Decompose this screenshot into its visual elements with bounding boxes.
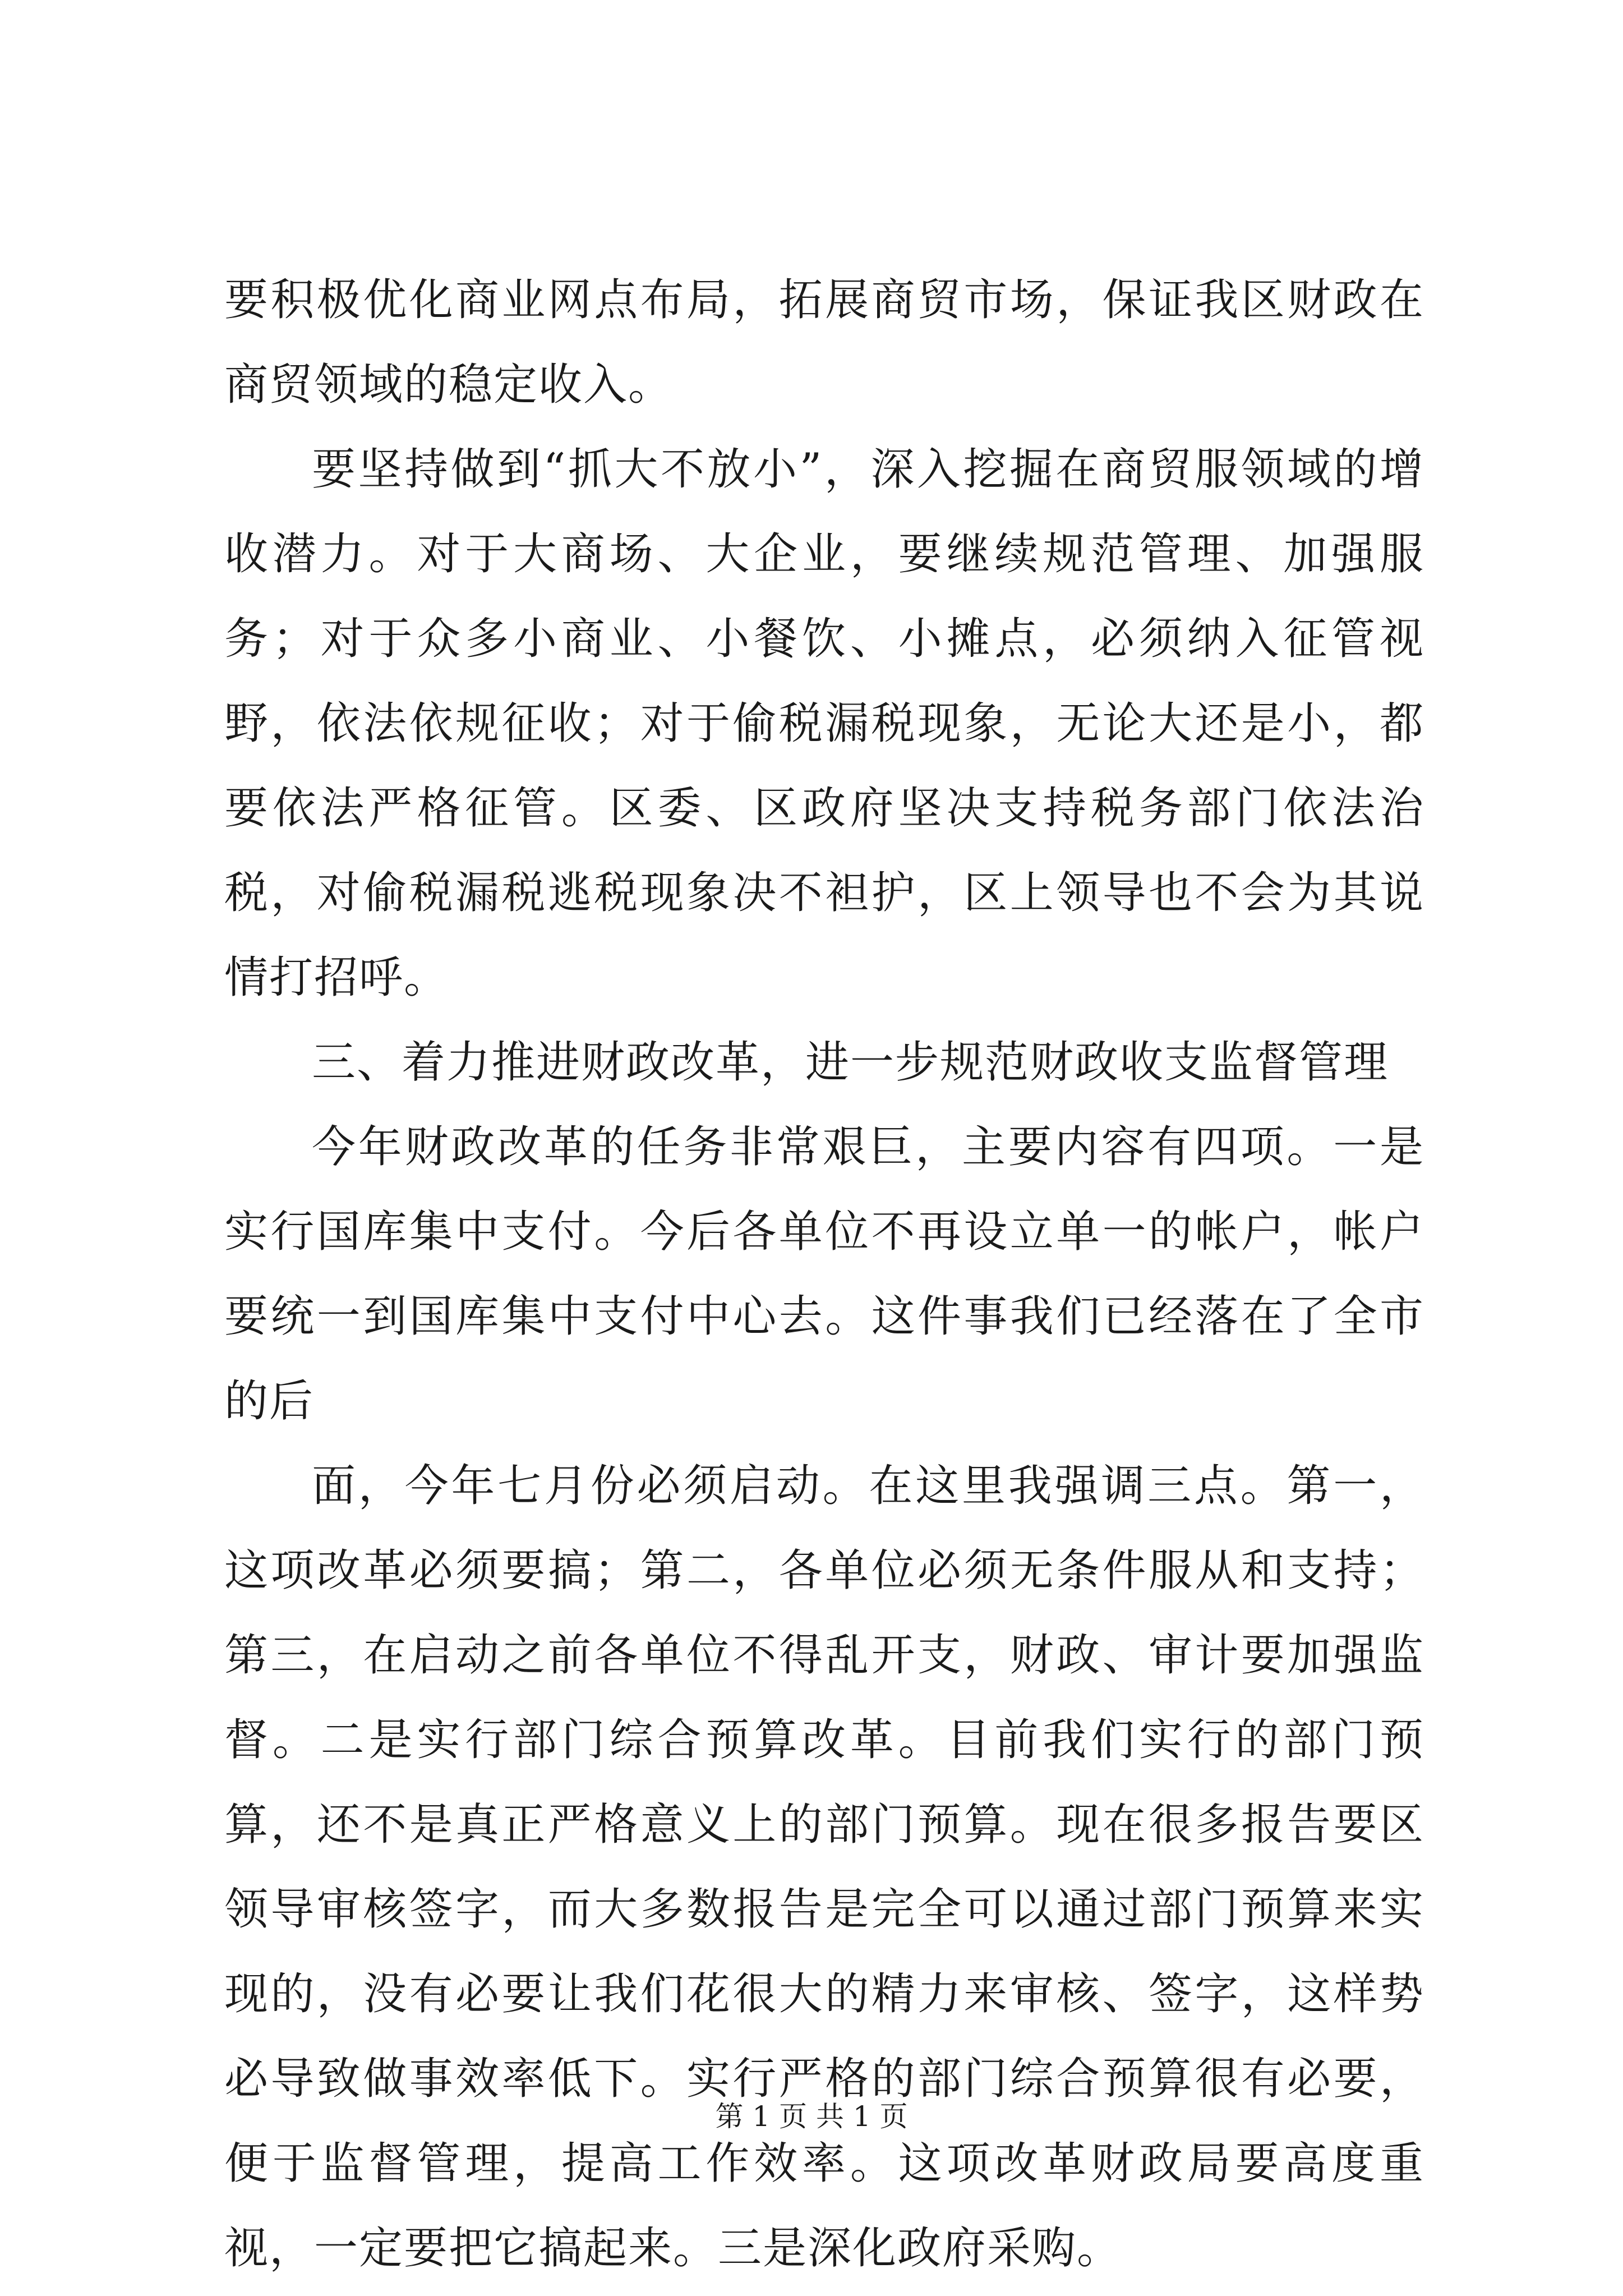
paragraph-1: 要积极优化商业网点布局，拓展商贸市场，保证我区财政在商贸领域的稳定收入。 <box>224 275 1424 410</box>
document-body <box>224 258 1424 2291</box>
paragraph-2: 要坚持做到“抓大不放小”，深入挖掘在商贸服领域的增收潜力。对于大商场、大企业，要继续规范管理、加强服务；对于众多小商业、小餐饮、小摊点，必须纳入征管视野，依法依规征收；对于偷税漏税现象，无论大还是小，都要依法严格征管。区委、区政府坚决支持税务部门依法治税，对偷税漏税逃税现象决不袒护，区上领导也不会为其说情打招呼。 <box>224 444 1424 1003</box>
paragraph-4: 面，今年七月份必须启动。在这里我强调三点。第一，这项改革必须要搞；第二，各单位必须无条件服从和支持；第三，在启动之前各单位不得乱开支，财政、审计要加强监督。二是实行部门综合预算改革。目前我们实行的部门预算，还不是真正严格意义上的部门预算。现在很多报告要区领导审核签字，而大多数报告是完全可以通过部门预算来实现的，没有必要让我们花很大的精力来审核、签字，这样势必导致做事效率低下。实行严格的部门综合预算很有必要，便于监督管理，提高工作效率。这项改革财政局要高度重视，一定要把它搞起来。三是深化政府采购。 <box>224 1461 1424 2274</box>
section-heading: 三、着力推进财政改革，进一步规范财政收支监督管理 <box>312 1037 1389 1088</box>
paragraph-3: 今年财政改革的任务非常艰巨，主要内容有四项。一是实行国库集中支付。今后各单位不再设立单一的帐户，帐户要统一到国库集中支付中心去。这件事我们已经落在了全市的后 <box>224 1122 1424 1427</box>
page-footer: 第 1 页 共 1 页 <box>715 2100 908 2133</box>
